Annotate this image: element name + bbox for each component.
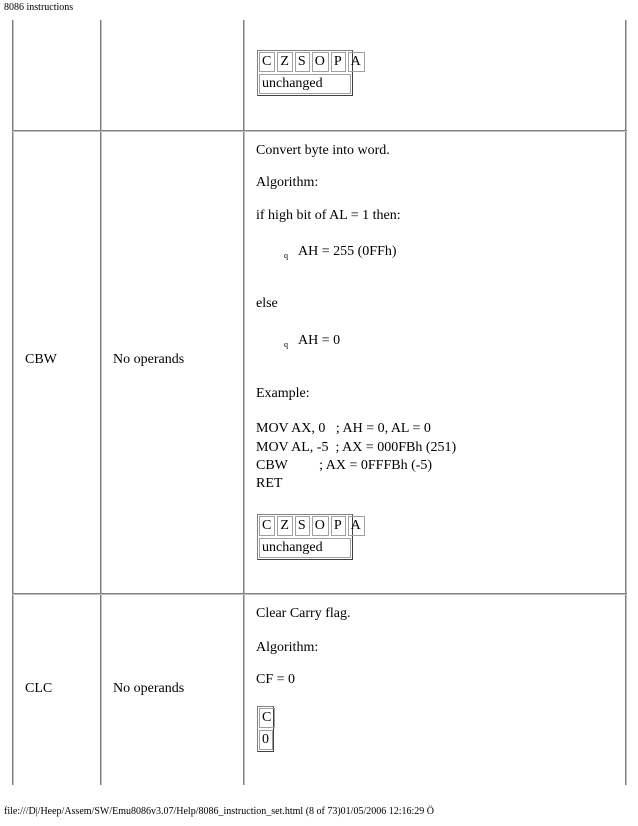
flags-value: 0 bbox=[259, 730, 273, 750]
flag-letter: P bbox=[331, 52, 346, 72]
cbw-algorithm-label: Algorithm: bbox=[256, 175, 319, 190]
clc-formula: CF = 0 bbox=[256, 672, 296, 687]
flags-table-clc bbox=[257, 706, 274, 752]
flags-table-top bbox=[257, 50, 361, 96]
flag-letter: Z bbox=[277, 516, 293, 536]
flags-value: unchanged bbox=[259, 74, 351, 94]
clc-description: Clear Carry flag. bbox=[256, 606, 351, 621]
page-footer: file:///D|/Heep/Assem/SW/Emu8086v3.07/Help/8086_instruction_set.html (8 of 73)01/05/2006 12:16:29 Ö bbox=[4, 806, 435, 817]
bullet-icon: q bbox=[284, 251, 288, 260]
cbw-description: Convert byte into word. bbox=[256, 143, 390, 158]
flags-table-cbw bbox=[257, 514, 361, 560]
cbw-if-line: if high bit of AL = 1 then: bbox=[256, 208, 401, 223]
flag-letter: S bbox=[295, 516, 310, 536]
flags-value: unchanged bbox=[259, 538, 351, 558]
cbw-else-line: AH = 0 bbox=[298, 333, 341, 348]
flag-letter: C bbox=[259, 708, 275, 728]
cbw-then-line: AH = 255 (0FFh) bbox=[298, 244, 397, 259]
cbw-code-line: MOV AX, 0 ; AH = 0, AL = 0 bbox=[256, 421, 431, 436]
flag-letter: C bbox=[259, 516, 275, 536]
cbw-code-line: CBW ; AX = 0FFFBh (-5) bbox=[256, 458, 433, 473]
flag-letter: O bbox=[312, 52, 329, 72]
flag-letter: O bbox=[312, 516, 329, 536]
cbw-else-label: else bbox=[256, 296, 278, 311]
cbw-example-label: Example: bbox=[256, 386, 310, 401]
cbw-code-line: MOV AL, -5 ; AX = 000FBh (251) bbox=[256, 440, 457, 455]
cbw-instruction-name: CBW bbox=[25, 352, 57, 367]
cbw-code-line: RET bbox=[256, 476, 283, 491]
flag-letter: S bbox=[295, 52, 310, 72]
page-header: 8086 instructions bbox=[4, 2, 74, 13]
flag-letter: P bbox=[331, 516, 346, 536]
flag-letter: A bbox=[348, 516, 365, 536]
clc-operands: No operands bbox=[113, 681, 185, 696]
instruction-table bbox=[12, 20, 627, 785]
bullet-icon: q bbox=[284, 340, 288, 349]
flag-letter: C bbox=[259, 52, 275, 72]
cbw-operands: No operands bbox=[113, 352, 185, 367]
clc-instruction-name: CLC bbox=[25, 681, 53, 696]
clc-algorithm-label: Algorithm: bbox=[256, 640, 319, 655]
flag-letter: A bbox=[348, 52, 365, 72]
flag-letter: Z bbox=[277, 52, 293, 72]
